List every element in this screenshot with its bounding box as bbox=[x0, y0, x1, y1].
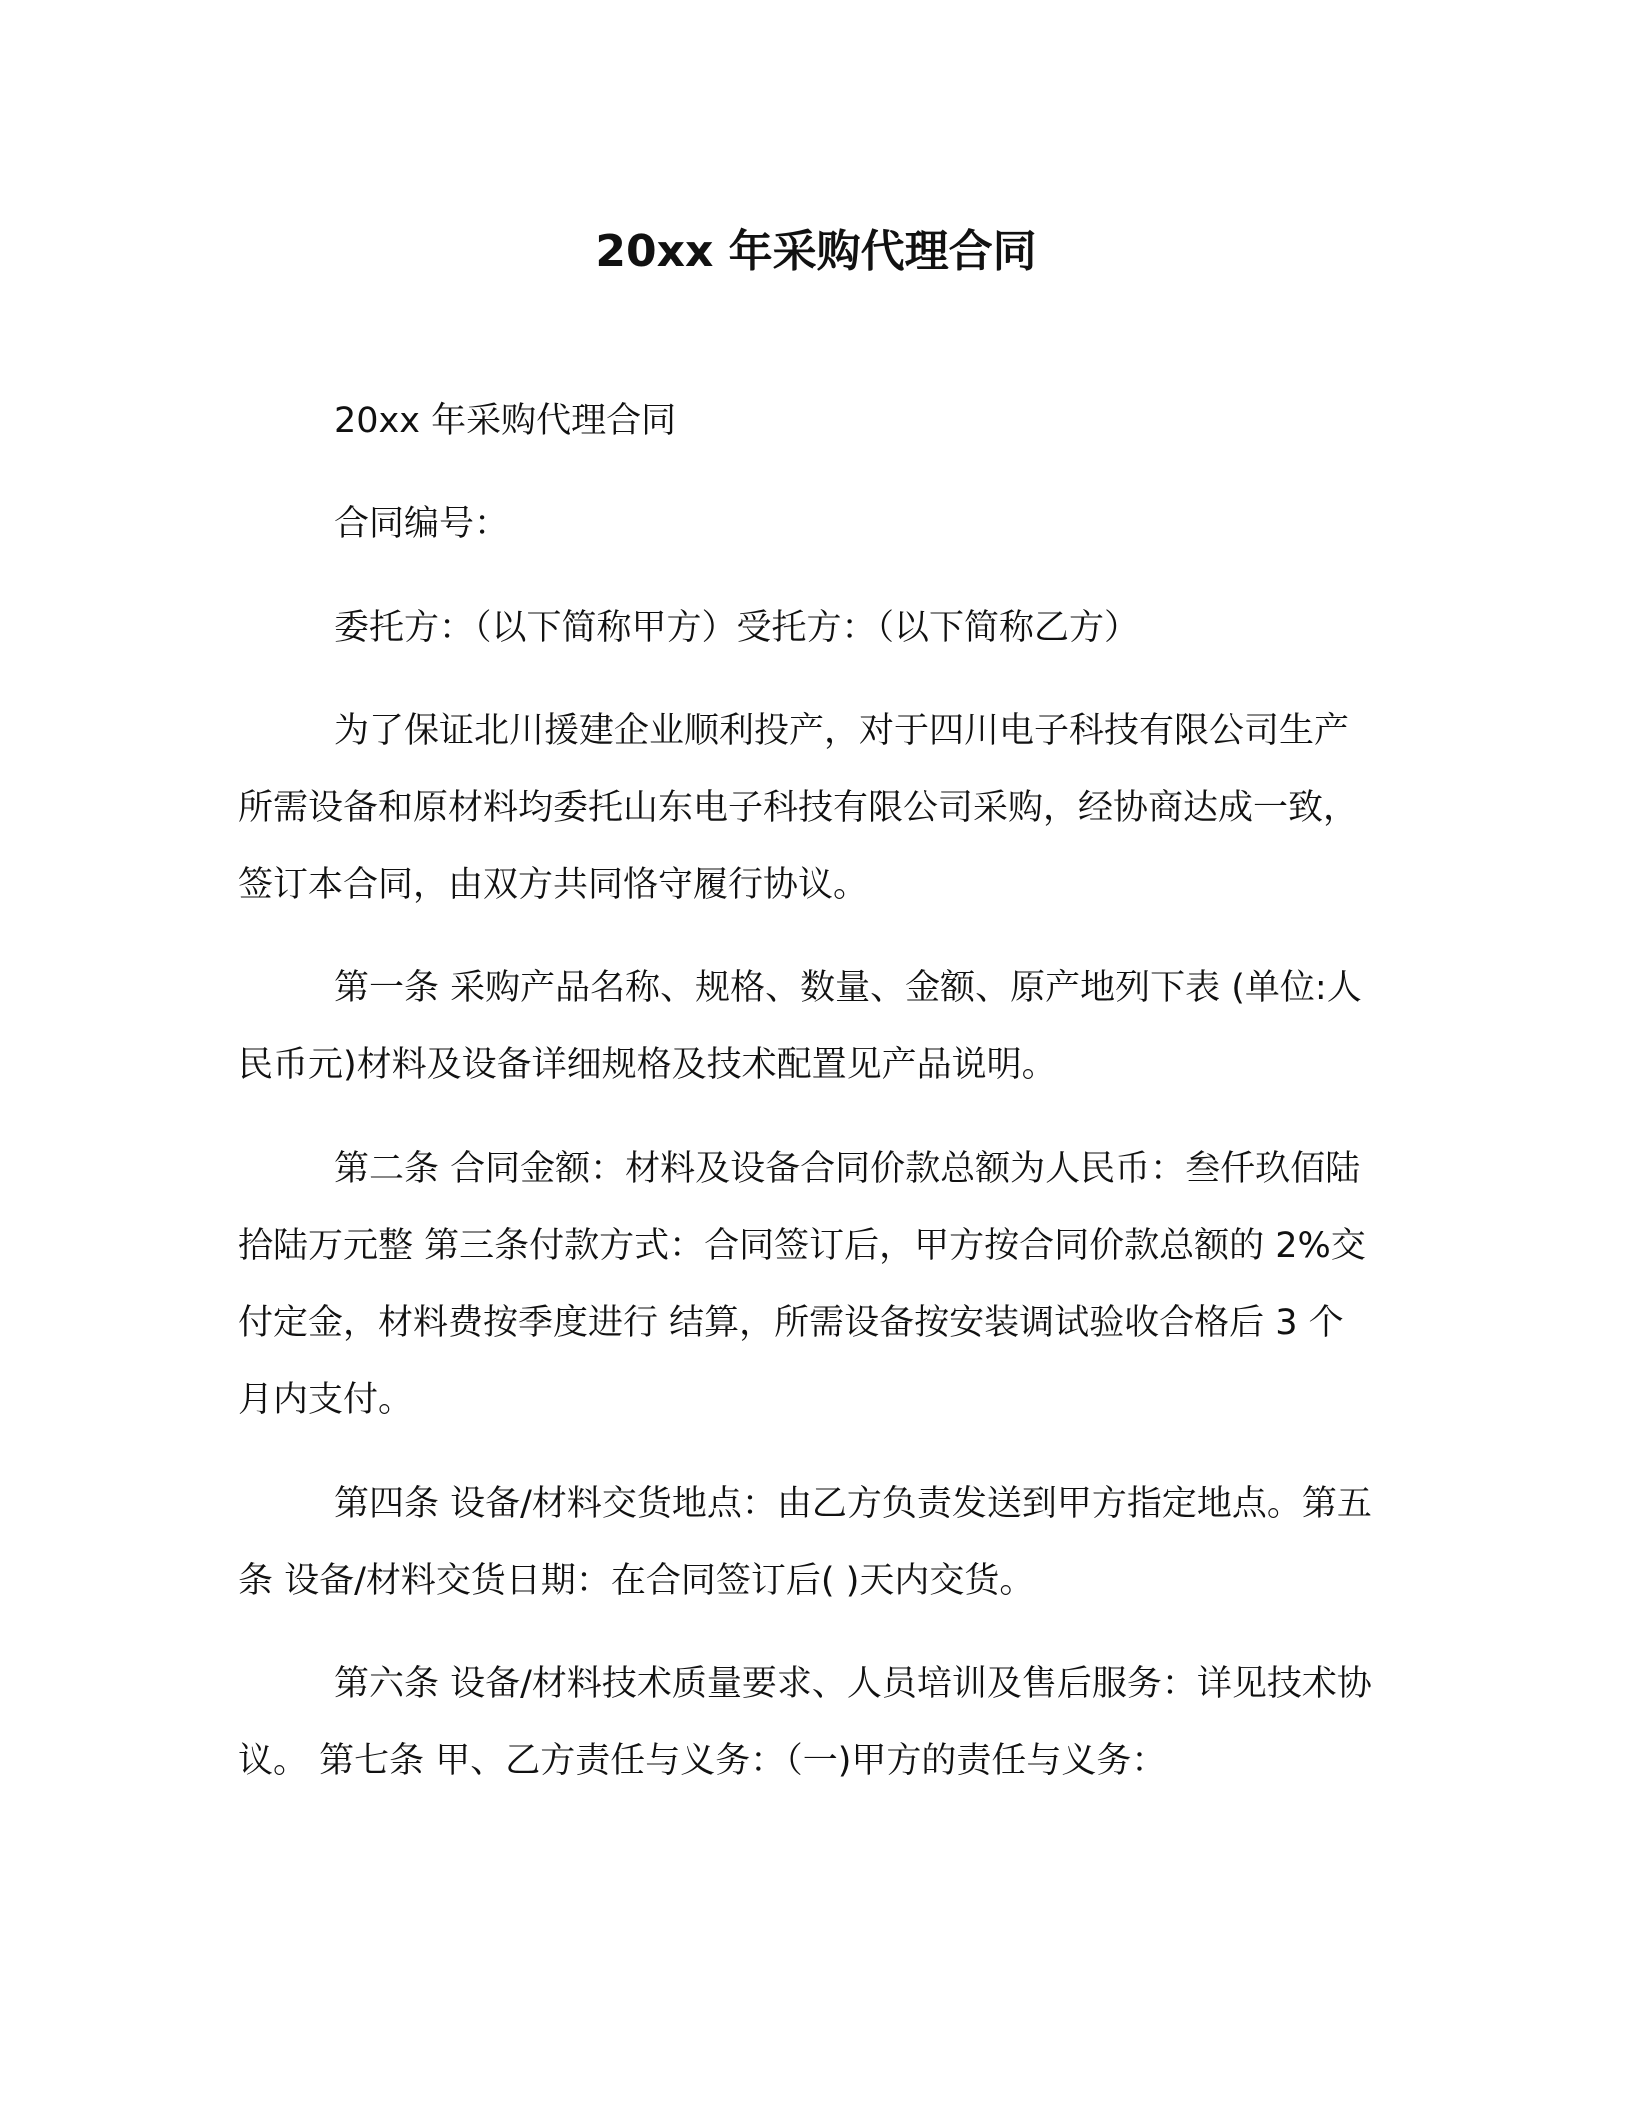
preamble-paragraph: 为了保证北川援建企业顺利投产，对于四川电子科技有限公司生产所需设备和原材料均委托山东电子科技有限公司采购，经协商达成一致，签订本合同，由双方共同恪守履行协议。 bbox=[238, 711, 1359, 905]
article-four-five-paragraph: 第四条 设备/材料交货地点：由乙方负责发送到甲方指定地点。第五条 设备/材料交货日期：在合同签订后( )天内交货。 bbox=[238, 1484, 1372, 1601]
article-one-paragraph: 第一条 采购产品名称、规格、数量、金额、原产地列下表 (单位:人民币元)材料及设备详细规格及技术配置见产品说明。 bbox=[238, 968, 1362, 1085]
article-six-seven-paragraph: 第六条 设备/材料技术质量要求、人员培训及售后服务：详见技术协议。 第七条 甲、乙方责任与义务：（一)甲方的责任与义务： bbox=[238, 1664, 1372, 1781]
subtitle-paragraph: 20xx 年采购代理合同 bbox=[334, 401, 677, 441]
contract-number-paragraph: 合同编号： bbox=[334, 504, 510, 544]
parties-paragraph: 委托方：（以下简称甲方）受托方：（以下简称乙方） bbox=[334, 608, 1140, 648]
article-two-three-paragraph: 第二条 合同金额：材料及设备合同价款总额为人民币：叁仟玖佰陆拾陆万元整 第三条付款方式：合同签订后，甲方按合同价款总额的 2%交付定金，材料费按季度进行 结算，所需设备按安装调试验收合格后 3 个月内支付。 bbox=[238, 1149, 1366, 1420]
document-title: 20xx 年采购代理合同 bbox=[595, 226, 1037, 277]
